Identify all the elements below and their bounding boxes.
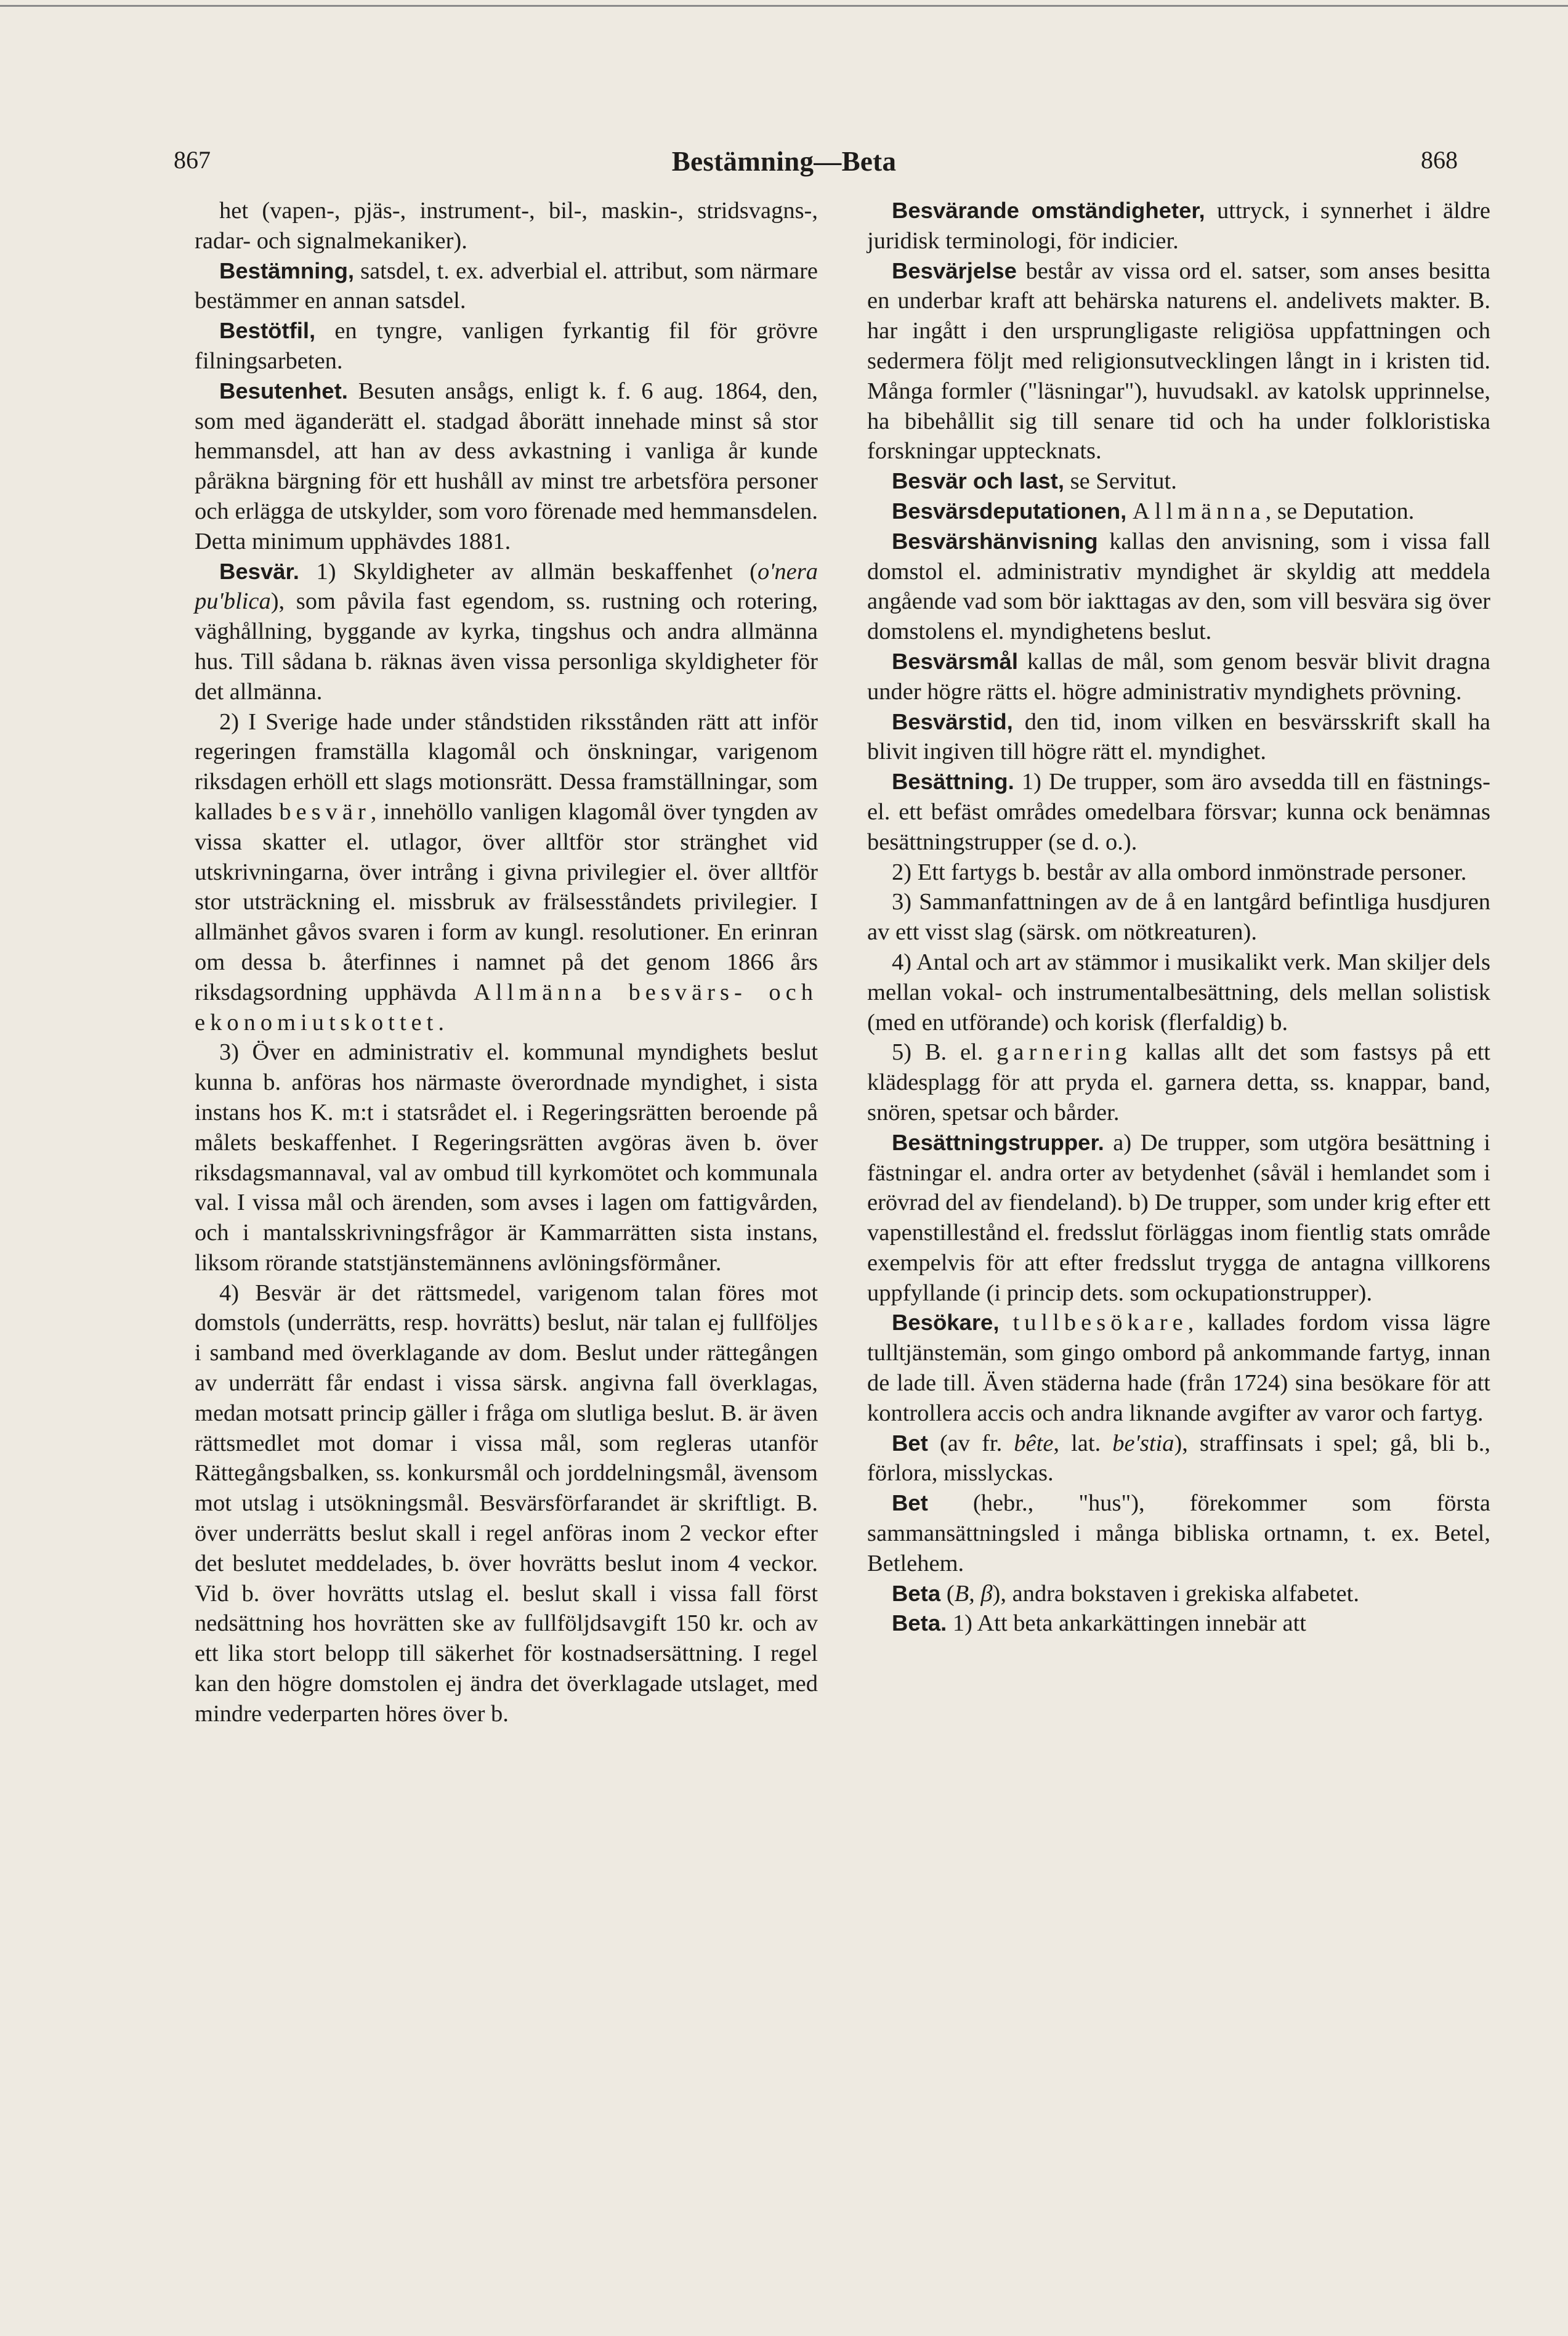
entry-paragraph	[867, 196, 1490, 256]
entry-paragraph	[867, 1308, 1490, 1428]
entry-headword: Besättning.	[892, 769, 1014, 795]
spaced-term: Allmänna besvärs- och ekonomiutskottet	[195, 979, 818, 1036]
entry-headword: Besvärshänvisning	[892, 528, 1098, 554]
entry-text: se Servitut.	[1064, 468, 1177, 495]
entry-text: (hebr., "hus"), förekommer som första sammansättningsled i många bibliska ortnamn, t. ex. Betel, Betlehem.	[867, 1490, 1490, 1576]
entry-paragraph	[867, 1608, 1490, 1639]
left-column	[195, 196, 818, 1729]
entry-paragraph	[867, 1579, 1490, 1609]
italic-term: B, β	[954, 1580, 993, 1607]
entry-text: en tyngre, vanligen fyrkantig fil för grövre filningsarbeten.	[195, 318, 818, 374]
entry-headword: Bestämning,	[219, 258, 355, 283]
entry-text: (	[940, 1580, 955, 1607]
entry-text: 2) I Sverige hade under ståndstiden riksstånden rätt att inför regeringen framställa klagomål och önskningar, varigenom riksdagen erhöll ett slags motionsrätt. Dessa framställningar, som kallades	[195, 708, 818, 825]
entry-text: 1) Att beta ankarkättingen innebär att	[947, 1610, 1306, 1637]
entry-text: , innehöllo vanligen klagomål över tyngden av vissa skatter el. utlagor, över alltför stor stränghet vid utskrivningarna, över intrång i givna privilegier el. över alltför stor utsträckning el. missbruk av frälsesståndets privilegier. I allmänhet gåvos svaren i form av kungl. resolutioner. En erinran om dessa b. återfinnes i namnet på det genom 1866 års riksdagsordning upphävda	[195, 798, 818, 1005]
spaced-term: besvär	[279, 798, 371, 825]
left-page-number: 867	[174, 146, 211, 174]
entry-text: a) De trupper, som utgöra besättning i fästningar el. andra orter av betydenhet (såväl i hemlandet som i erövrad del av fiendeland). b) De trupper, som under krig efter ett vapenstillestånd el. fredsslut förläggas inom fientlig stats område exempelvis för att efter fredsslut trygga de antagna villkorens uppfyllande (i princip dets. som ockupationstrupper).	[867, 1129, 1490, 1306]
italic-term: be'stia	[1112, 1430, 1174, 1456]
entry-text: .	[438, 1009, 444, 1036]
entry-text: , lat.	[1053, 1430, 1113, 1456]
entry-paragraph	[195, 316, 818, 376]
entry-paragraph	[867, 707, 1490, 768]
spaced-term: garnering	[996, 1039, 1132, 1066]
right-page-number: 868	[1421, 146, 1458, 174]
entry-text: ), andra bokstaven i grekiska alfabetet.	[992, 1580, 1359, 1607]
entry-text: , kallades fordom vissa lägre tulltjänstemän, som gingo ombord på ankommande fartyg, innan de lade till. Även städerna hade (från 1724) sina besökare för att kontrollera accis och andra liknande avgifter av varor och fartyg.	[867, 1310, 1491, 1426]
entry-headword: Besvärande omständigheter,	[892, 198, 1205, 223]
entry-text: kallas den anvisning, som i vissa fall domstol el. administrativ myndighet är skyldig att meddela angående vad som bör iakttagas av den, som vill besvära sig över domstolens el. myndighetens beslut.	[867, 528, 1490, 645]
entry-text: 1) De trupper, som äro avsedda till en fästnings- el. ett befäst områdes omedelbara försvar; kunna ock benämnas besättningstrupper (se d. o.).	[867, 769, 1490, 855]
entry-headword: Besökare,	[892, 1310, 1000, 1336]
spaced-term: tullbesökare	[1012, 1310, 1188, 1336]
entry-text: 5) B. el.	[892, 1039, 997, 1066]
entry-paragraph	[867, 497, 1490, 527]
entry-text: satsdel, t. ex. adverbial el. attribut, som närmare bestämmer en annan satsdel.	[195, 258, 818, 314]
entry-text: het (vapen-, pjäs-, instrument-, bil-, maskin-, stridsvagns-, radar- och signalmekaniker).	[195, 198, 818, 254]
entry-text: 3) Sammanfattningen av de å en lantgård befintliga husdjuren av ett visst slag (särsk. om nötkreaturen).	[867, 889, 1490, 946]
spaced-term: Allmänna	[1132, 498, 1266, 524]
entry-text: ), straffinsats i spel; gå, bli b., förlora, misslyckas.	[867, 1430, 1490, 1486]
entry-paragraph	[195, 707, 818, 1038]
entry-paragraph	[867, 1429, 1490, 1489]
entry-paragraph	[195, 557, 818, 707]
entry-text: 3) Över en administrativ el. kommunal myndighets beslut kunna b. anföras hos närmaste överordnade myndighet, i sista instans hos K. m:t i statsrådet el. i Regeringsrätten beroende på målets beskaffenhet. I Regeringsrätten avgöras även b. över riksdagsmannaval, val av ombud till kyrkomötet och kommunala val. I vissa mål och ärenden, som avses i lagen om fattigvården, och i mantalsskrivningsfrågor är Kammarrätten sista instans, liksom rörande statstjänstemännens avlöningsförmåner.	[195, 1039, 818, 1276]
entry-headword: Beta	[892, 1580, 941, 1606]
entry-paragraph	[195, 376, 818, 557]
entry-paragraph	[867, 647, 1490, 707]
entry-headword: Besvärsmål	[892, 648, 1018, 674]
entry-headword: Besvär.	[219, 558, 299, 584]
entry-text: (av fr.	[927, 1430, 1014, 1456]
entry-text: 1) Skyldigheter av allmän beskaffenhet (	[299, 558, 758, 585]
entry-text: Besuten ansågs, enligt k. f. 6 aug. 1864, den, som med äganderätt el. stadgad åborätt innehade minst så stor hemmansdel, att han av dess avkastning i vanliga år kunde påräkna bärgning för ett hushåll av minst tre arbetsföra personer och erlägga de utskylder, som voro förenade med hemmansdelen. Detta minimum upphävdes 1881.	[195, 378, 818, 554]
entry-paragraph	[195, 1037, 818, 1278]
entry-text: ), som påvila fast egendom, ss. rustning och rotering, väghållning, byggande av kyrka, tingshus och andra allmänna hus. Till sådana b. räknas även vissa personliga skyldigheter för det allmänna.	[195, 588, 818, 705]
entry-text: uttryck, i synnerhet i äldre juridisk terminologi, för indicier.	[867, 198, 1490, 254]
entry-text: den tid, inom vilken en besvärsskrift skall ha blivit ingiven till högre rätt el. myndighet.	[867, 708, 1490, 765]
entry-paragraph	[867, 858, 1490, 888]
entry-text: kallas de mål, som genom besvär blivit dragna under högre rätts el. högre administrativ myndighets prövning.	[867, 648, 1490, 705]
entry-paragraph	[867, 947, 1490, 1037]
entry-headword: Beta.	[892, 1610, 947, 1636]
entry-paragraph	[867, 256, 1490, 467]
entry-paragraph	[195, 256, 818, 317]
entry-paragraph	[867, 887, 1490, 947]
entry-text: består av vissa ord el. satser, som anses besitta en underbar kraft att behärska naturens el. andelivets makter. B. har ingått i den ursprungligaste religiösa uppfattningen och sedermera följt med religionsutvecklingen långt in i kristen tid. Många formler ("läsningar"), huvudsakl. av katolsk upprinnelse, ha bibehållit sig till senare tid och ha under folkloristiska forskningar upptecknats.	[867, 258, 1490, 464]
entry-headword: Besvärstid,	[892, 708, 1013, 734]
italic-term: bête	[1014, 1430, 1054, 1456]
entry-headword: Besvärjelse	[892, 258, 1017, 283]
entry-headword: Bet	[892, 1430, 928, 1456]
right-column	[867, 196, 1490, 1639]
entry-headword: Bestötfil,	[219, 318, 316, 344]
entry-headword: Besättningstrupper.	[892, 1129, 1104, 1155]
entry-paragraph	[867, 1037, 1490, 1127]
entry-paragraph	[195, 1278, 818, 1729]
page-header	[0, 145, 1568, 189]
entry-headword: Besvärsdeputationen,	[892, 498, 1127, 524]
top-rule	[0, 5, 1568, 7]
entry-headword: Bet	[892, 1490, 928, 1516]
entry-text: 2) Ett fartygs b. består av alla ombord inmönstrade personer.	[892, 859, 1467, 885]
running-head: Bestämning—Beta	[671, 146, 897, 177]
entry-text: , se Deputation.	[1265, 498, 1415, 524]
entry-headword: Besutenhet.	[219, 378, 348, 404]
entry-paragraph	[867, 767, 1490, 857]
entry-paragraph	[195, 196, 818, 256]
entry-paragraph	[867, 466, 1490, 497]
entry-text	[1000, 1310, 1013, 1336]
entry-text: kallas allt det som fastsys på ett klädesplagg för att pryda el. garnera detta, ss. knappar, band, snören, spetsar och bårder.	[867, 1039, 1490, 1125]
entry-paragraph	[867, 527, 1490, 647]
entry-paragraph	[867, 1488, 1490, 1578]
entry-paragraph	[867, 1128, 1490, 1308]
entry-headword: Besvär och last,	[892, 468, 1064, 494]
entry-text: 4) Besvär är det rättsmedel, varigenom talan föres mot domstols (underrätts, resp. hovrätts) beslut, när talan ej fullföljes i samband med överklagande av dom. Beslut under rättegången av underrätt får endast i vissa särsk. angivna fall överklagas, medan motsatt princip gäller i fråga om slutliga beslut. B. är även rättsmedlet mot domar i vissa mål, som regleras utanför Rättegångsbalken, ss. konkursmål och jorddelningsmål, ävensom mot utslag i utsökningsmål. Besvärsförfarandet är skriftligt. B. över underrätts beslut skall i regel anföras inom 2 veckor efter det beslutet meddelades, b. över hovrätts beslut inom 4 veckor. Vid b. över hovrätts utslag el. beslut skall i vissa fall först nedsättning hos hovrätten ske av fullföljdsavgift 150 kr. och av ett lika stort belopp till säkerhet för kostnadsersättning. I regel kan den högre domstolen ej ändra det överklagade utslaget, med mindre vederparten höres över b.	[195, 1280, 818, 1727]
entry-text: 4) Antal och art av stämmor i musikalikt verk. Man skiljer dels mellan vokal- och instrumentalbesättning, dels mellan solistisk (med en utförande) och korisk (flerfaldig) b.	[867, 949, 1490, 1036]
italic-term: o'nera pu'blica	[195, 558, 818, 615]
entry-text	[1126, 498, 1133, 524]
